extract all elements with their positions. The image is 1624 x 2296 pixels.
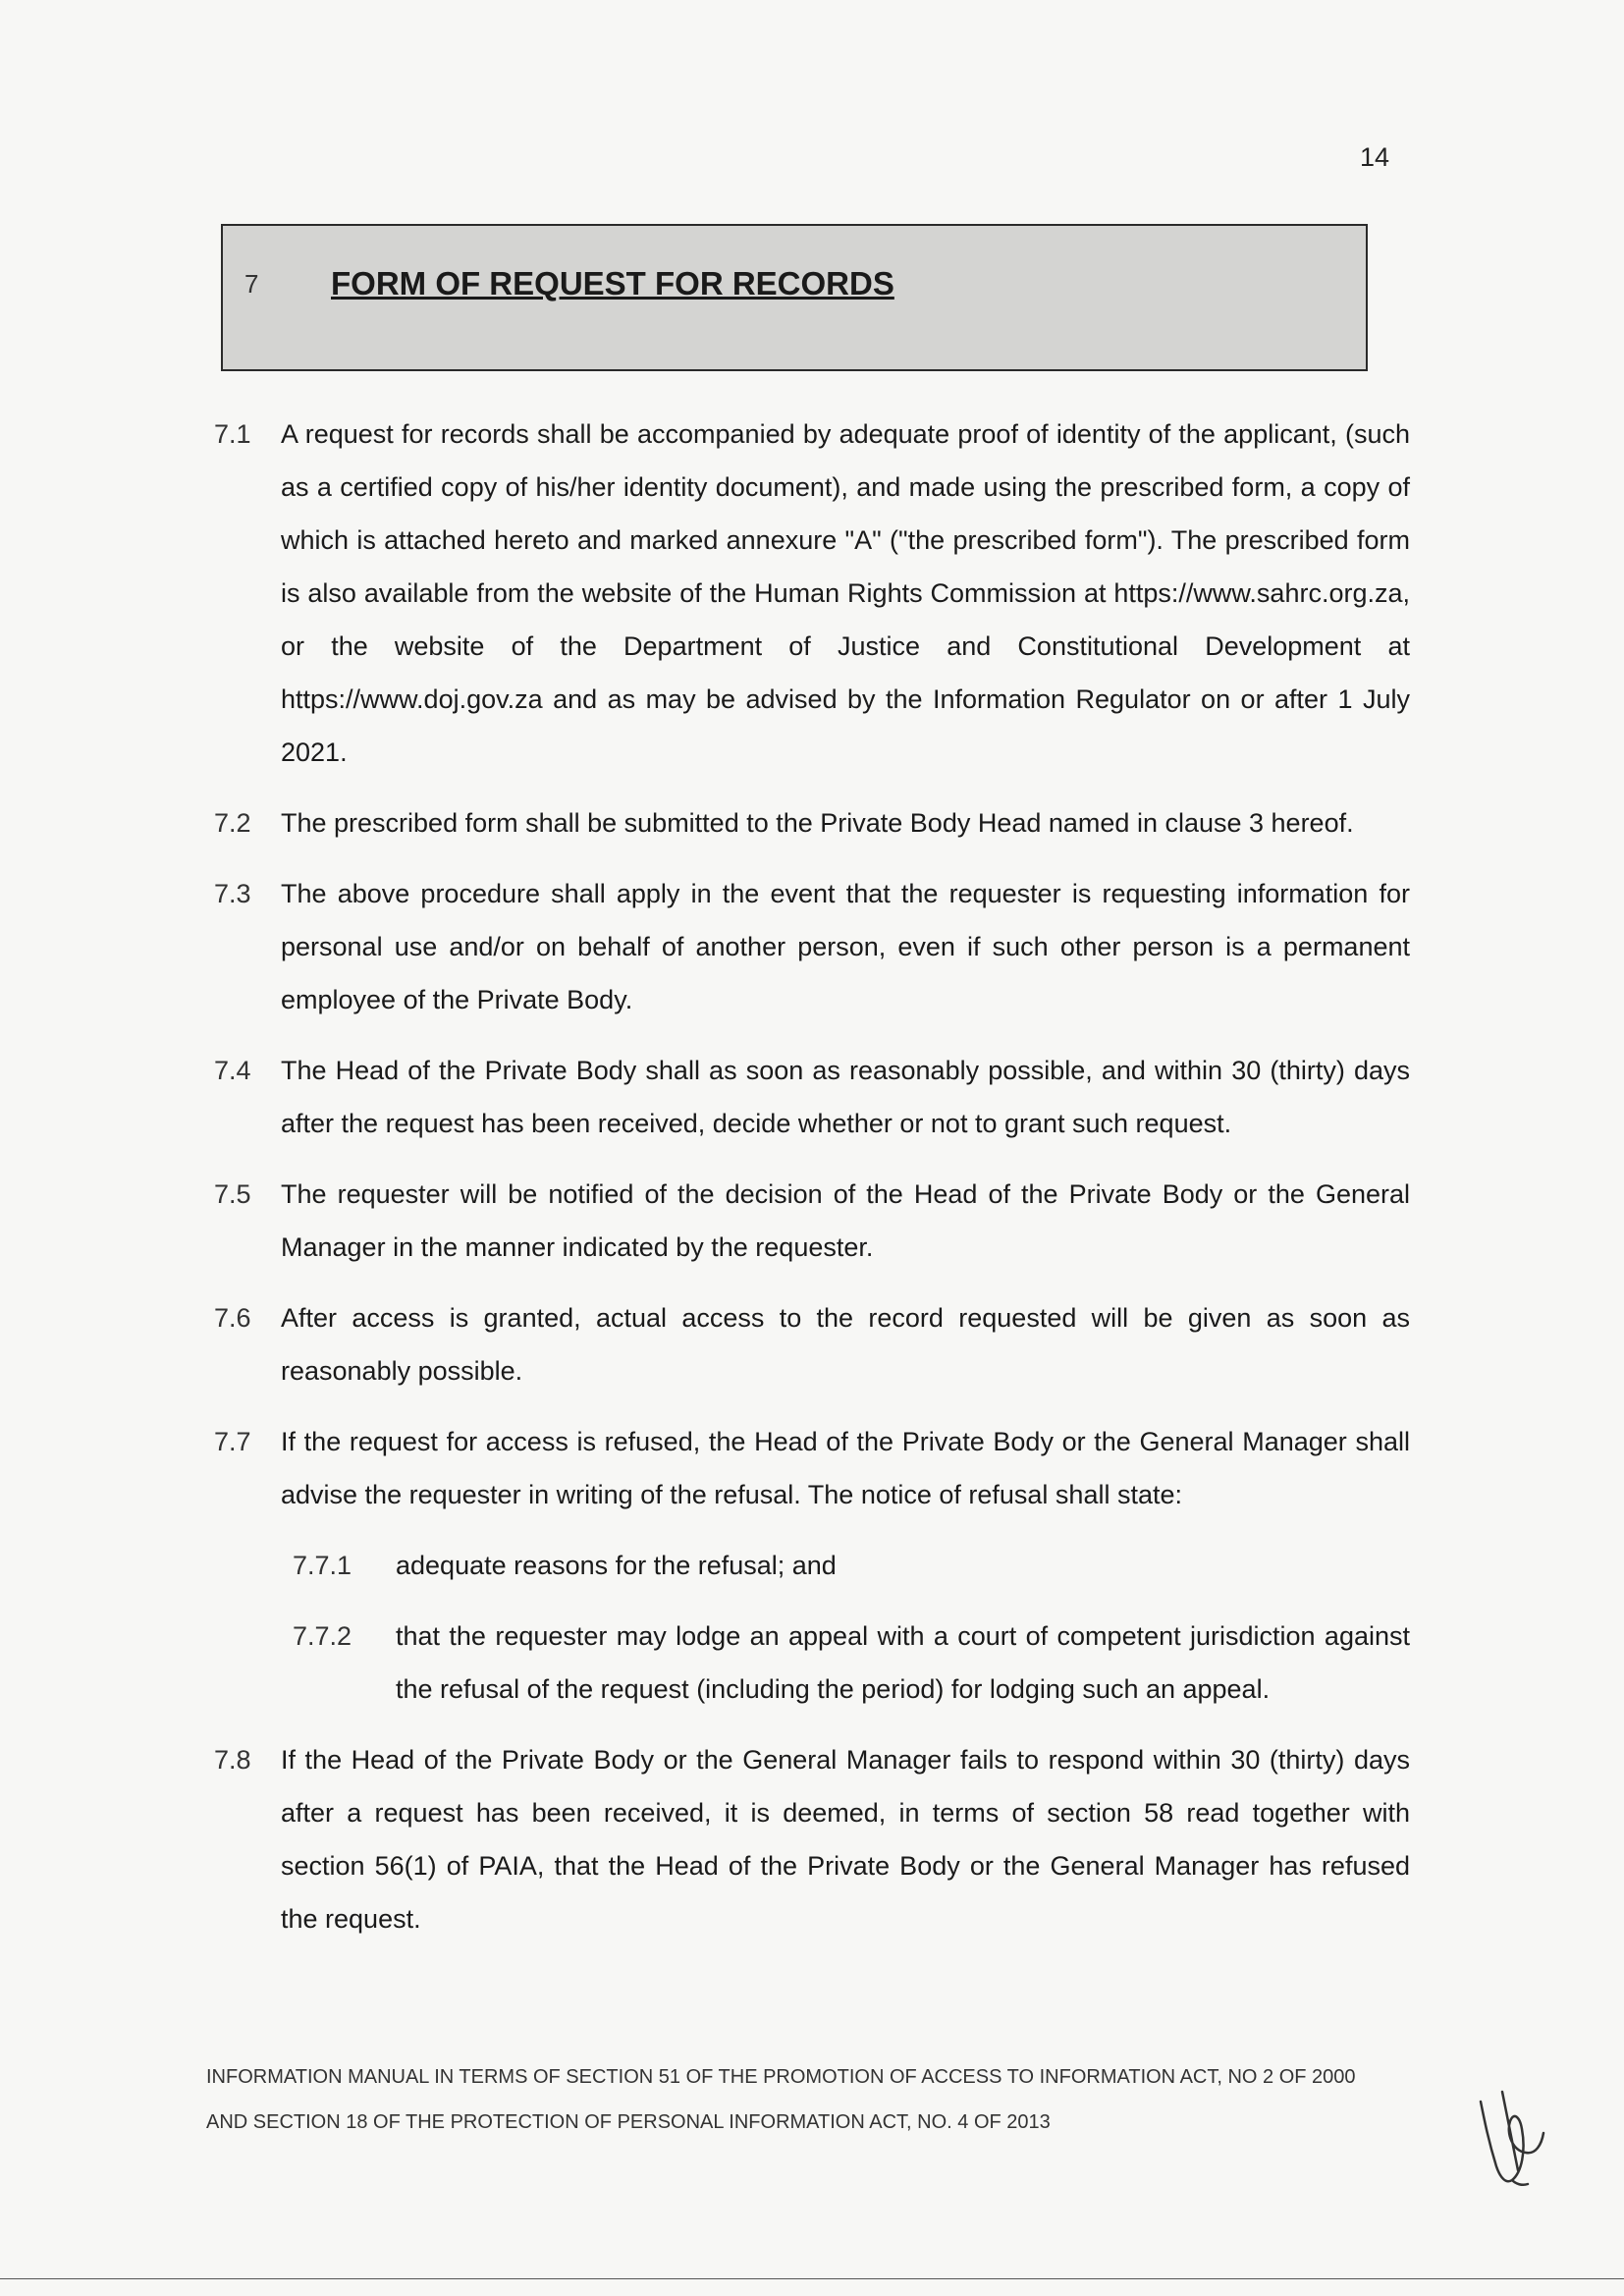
clause-7-2 bbox=[214, 796, 1410, 849]
subclause-7-7-2 bbox=[293, 1610, 1410, 1716]
clause-7-8 bbox=[214, 1733, 1410, 1945]
subclause-text: adequate reasons for the refusal; and bbox=[396, 1551, 837, 1580]
clause-7-6 bbox=[214, 1291, 1410, 1397]
subclause-text: that the requester may lodge an appeal with a court of competent jurisdiction against the refusal of the request (including the period) for lodging such an appeal. bbox=[396, 1621, 1410, 1704]
bottom-rule bbox=[0, 2278, 1624, 2279]
footer-line-2: AND SECTION 18 OF THE PROTECTION OF PERSONAL INFORMATION ACT, NO. 4 OF 2013 bbox=[206, 2111, 1051, 2133]
subclause-7-7-1 bbox=[293, 1539, 1410, 1592]
clause-text: A request for records shall be accompanied by adequate proof of identity of the applicant, (such as a certified copy of his/her identity document), and made using the prescribed form, a copy of which is attached hereto and marked annexure "A" ("the prescribed form"). The prescribed form is also available from the website of the Human Rights Commission at https://www.sahrc.org.za, or the website of the Department of Justice and Constitutional Development at https://www.doj.gov.za and as may be advised by the Information Regulator on or after 1 July 2021. bbox=[281, 419, 1410, 767]
clause-7-7 bbox=[214, 1415, 1410, 1521]
clause-text: After access is granted, actual access to the record requested will be given as soon as reasonably possible. bbox=[281, 1303, 1410, 1386]
clause-number: 7.5 bbox=[214, 1179, 251, 1209]
clause-text: The Head of the Private Body shall as soon as reasonably possible, and within 30 (thirty) days after the request has been received, decide whether or not to grant such request. bbox=[281, 1056, 1410, 1138]
clause-number: 7.2 bbox=[214, 808, 251, 838]
clause-text: If the Head of the Private Body or the General Manager fails to respond within 30 (thirty) days after a request has been received, it is deemed, in terms of section 58 read together with section 56(1) of PAIA, that the Head of the Private Body or the General Manager has refused the request. bbox=[281, 1745, 1410, 1934]
clause-7-3 bbox=[214, 867, 1410, 1026]
clause-number: 7.4 bbox=[214, 1056, 251, 1085]
clause-text: If the request for access is refused, the Head of the Private Body or the General Manager shall advise the requester in writing of the refusal. The notice of refusal shall state: bbox=[281, 1427, 1410, 1509]
clause-text: The requester will be notified of the decision of the Head of the Private Body or the General Manager in the manner indicated by the requester. bbox=[281, 1179, 1410, 1262]
clauses-body bbox=[214, 408, 1410, 1963]
clause-number: 7.6 bbox=[214, 1303, 251, 1333]
footer-line-1: INFORMATION MANUAL IN TERMS OF SECTION 51 OF THE PROMOTION OF ACCESS TO INFORMATION ACT, NO 2 OF 2000 bbox=[206, 2066, 1356, 2088]
clause-number: 7.1 bbox=[214, 419, 251, 449]
subclause-number: 7.7.1 bbox=[293, 1551, 352, 1580]
clause-7-5 bbox=[214, 1168, 1410, 1274]
signature-initials-icon bbox=[1473, 2082, 1551, 2190]
subclause-number: 7.7.2 bbox=[293, 1621, 352, 1651]
document-footer bbox=[206, 2054, 1384, 2145]
clause-text: The above procedure shall apply in the event that the requester is requesting information for personal use and/or on behalf of another person, even if such other person is a permanent employee of the Private Body. bbox=[281, 879, 1410, 1014]
clause-7-4 bbox=[214, 1044, 1410, 1150]
clause-number: 7.7 bbox=[214, 1427, 251, 1456]
page-number: 14 bbox=[1360, 142, 1390, 172]
section-number: 7 bbox=[244, 269, 259, 299]
section-title: FORM OF REQUEST FOR RECORDS bbox=[331, 265, 894, 301]
clause-7-1 bbox=[214, 408, 1410, 779]
clause-number: 7.3 bbox=[214, 879, 251, 908]
clause-number: 7.8 bbox=[214, 1745, 251, 1775]
section-header bbox=[221, 224, 1368, 371]
clause-text: The prescribed form shall be submitted to the Private Body Head named in clause 3 hereof. bbox=[281, 808, 1354, 838]
